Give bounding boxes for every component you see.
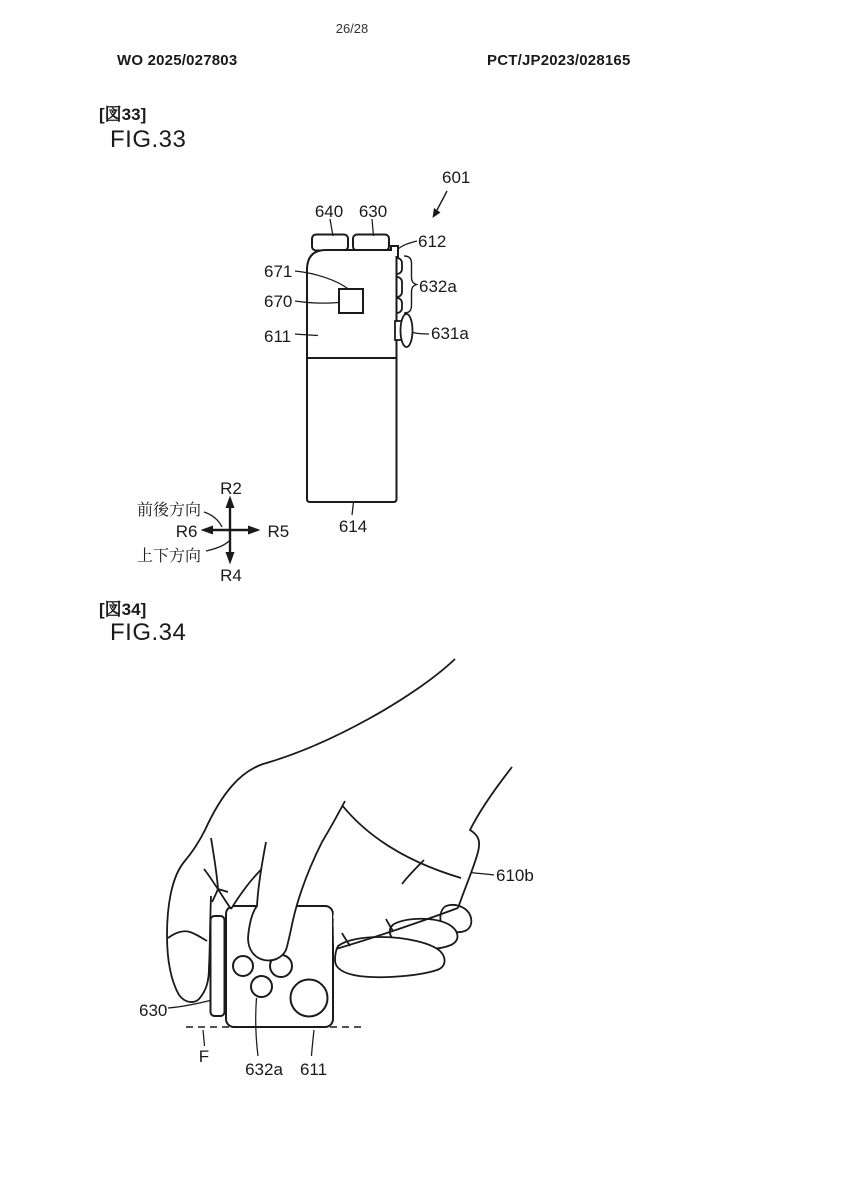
fig34-drawing <box>139 659 534 1079</box>
leader-614 <box>352 503 354 516</box>
leader-640 <box>330 219 333 236</box>
fig34-button-632a <box>251 976 272 997</box>
label-r4: R4 <box>220 566 242 585</box>
page-number: 26/28 <box>335 21 369 36</box>
leader-631a <box>413 333 430 335</box>
label-r2: R2 <box>220 479 242 498</box>
label-f: F <box>198 1047 210 1066</box>
axis-arrow-right <box>248 526 261 535</box>
label-671: 671 <box>264 262 293 281</box>
leader-up-down <box>206 541 229 551</box>
label-611: 611 <box>264 327 292 346</box>
fig34-device-rail <box>211 916 225 1016</box>
arrow-601-line <box>436 191 447 212</box>
label-up-down-direction: 上下方向 <box>136 548 201 565</box>
fig33-axes <box>137 479 289 585</box>
label-631a: 631a <box>431 324 469 343</box>
publication-number: WO 2025/027803 <box>117 52 238 69</box>
fig33-top-button-640 <box>312 235 348 251</box>
label-r6: R6 <box>175 522 198 541</box>
fig33-tag: [図33] <box>99 105 147 124</box>
fig33-sensor-square <box>339 289 363 313</box>
fig33-device-grip <box>307 358 397 502</box>
fig33-stick-dome <box>401 314 413 347</box>
fig33-drawing <box>264 168 470 536</box>
label-601: 601 <box>442 168 471 187</box>
fig34-title: FIG.34 <box>110 619 187 646</box>
label-630: 630 <box>358 202 388 221</box>
label-r5: R5 <box>267 522 290 541</box>
leader-612 <box>398 241 418 250</box>
leader-630 <box>372 219 374 236</box>
axis-arrow-left <box>201 526 214 535</box>
label-632a: 632a <box>419 277 457 296</box>
fig33-title: FIG.33 <box>110 126 187 153</box>
fig34-button-1 <box>233 956 253 976</box>
leader-611-fig34 <box>312 1030 315 1056</box>
leader-front-rear <box>204 512 222 527</box>
label-670: 670 <box>264 292 293 311</box>
axis-arrow-down <box>226 552 235 565</box>
label-610b: 610b <box>496 866 534 885</box>
leader-610b <box>471 873 495 876</box>
fig34-tag: [図34] <box>99 600 147 619</box>
fig34-button-large <box>291 980 328 1017</box>
label-614: 614 <box>338 517 368 536</box>
label-630-fig34: 630 <box>139 1001 168 1020</box>
label-front-rear-direction: 前後方向 <box>136 502 201 519</box>
label-632a-fig34: 632a <box>245 1060 283 1079</box>
label-611-fig34: 611 <box>299 1060 328 1079</box>
application-number: PCT/JP2023/028165 <box>487 52 631 69</box>
label-640: 640 <box>314 202 344 221</box>
leader-f <box>203 1030 205 1046</box>
fig33-top-button-630 <box>353 235 389 251</box>
label-612: 612 <box>418 232 447 251</box>
fig33-brace-632a <box>404 256 417 313</box>
